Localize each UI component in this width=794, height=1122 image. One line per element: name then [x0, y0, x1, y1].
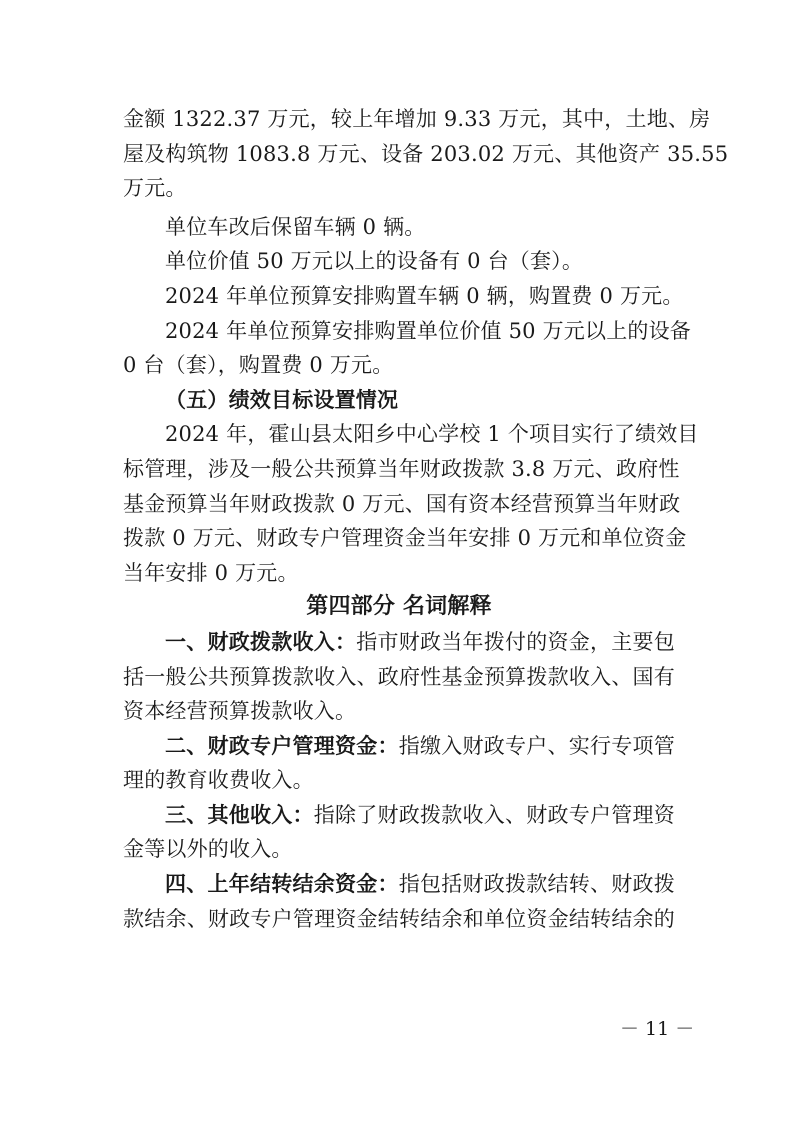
performance-line-1: 2024 年，霍山县太阳乡中心学校 1 个项目实行了绩效目 — [165, 422, 699, 447]
page-number: － 11 － — [620, 1018, 695, 1040]
part4-heading: 第四部分 名词解释 — [306, 594, 492, 620]
equipment-count-text: 单位价值 50 万元以上的设备有 0 台（套）。 — [165, 249, 584, 274]
term-3-line-2: 金等以外的收入。 — [123, 837, 293, 862]
assets-line-2: 屋及构筑物 1083.8 万元、设备 203.02 万元、其他资产 35.55 — [123, 141, 729, 166]
document-body — [123, 102, 729, 936]
performance-line-2: 标管理，涉及一般公共预算当年财政拨款 3.8 万元、政府性 — [123, 456, 680, 481]
performance-heading: （五）绩效目标设置情况 — [165, 387, 399, 412]
term-1-text: 指市财政当年拨付的资金，主要包 — [356, 629, 675, 654]
term-4-line-2: 款结余、财政专户管理资金结转结余和单位资金结转结余的 — [123, 906, 675, 931]
equipment-purchase-line-1: 2024 年单位预算安排购置单位价值 50 万元以上的设备 — [165, 318, 691, 343]
term-4-line-1 — [123, 867, 675, 902]
term-2-line-1 — [123, 729, 675, 764]
term-1-line-2: 括一般公共预算拨款收入、政府性基金预算拨款收入、国有 — [123, 664, 675, 689]
term-1-title: 一、财政拨款收入： — [165, 629, 357, 654]
performance-line-5: 当年安排 0 万元。 — [123, 560, 299, 585]
assets-line-3: 万元。 — [123, 176, 187, 201]
assets-line-1: 金额 1322.37 万元，较上年增加 9.33 万元，其中，土地、房 — [123, 107, 711, 131]
performance-line-4: 拨款 0 万元、财政专户管理资金当年安排 0 万元和单位资金 — [123, 526, 687, 551]
term-2-title: 二、财政专户管理资金： — [165, 733, 399, 758]
term-2-line-2: 理的教育收费收入。 — [123, 768, 314, 793]
term-4-text: 指包括财政拨款结转、财政拨 — [398, 872, 675, 897]
equipment-purchase-line-2: 0 台（套），购置费 0 万元。 — [123, 353, 394, 378]
performance-line-3: 基金预算当年财政拨款 0 万元、国有资本经营预算当年财政 — [123, 491, 681, 516]
term-1-line-1 — [123, 625, 675, 660]
term-2-text: 指缴入财政专户、实行专项管 — [398, 733, 675, 758]
retained-vehicles-text: 单位车改后保留车辆 0 辆。 — [165, 214, 426, 239]
vehicle-purchase-text: 2024 年单位预算安排购置车辆 0 辆，购置费 0 万元。 — [165, 283, 684, 308]
term-3-line-1 — [123, 798, 675, 833]
term-1-line-3: 资本经营预算拨款收入。 — [123, 699, 357, 724]
term-3-text: 指除了财政拨款收入、财政专户管理资 — [313, 802, 675, 827]
term-3-title: 三、其他收入： — [165, 802, 314, 827]
term-4-title: 四、上年结转结余资金： — [165, 872, 399, 897]
